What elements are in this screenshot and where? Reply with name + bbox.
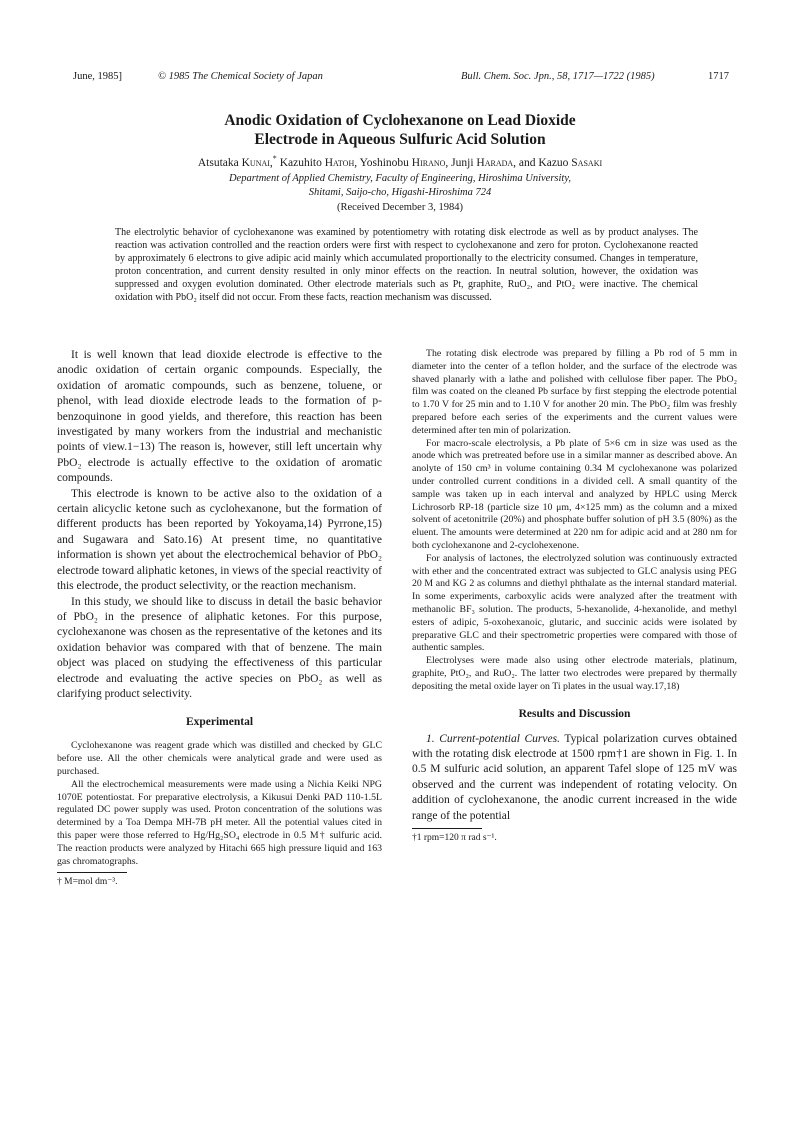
author-first-name: Yoshinobu [359, 157, 409, 169]
author-surname: Sasaki [571, 157, 603, 169]
author-surname: Harada, [476, 157, 517, 169]
footnote-divider [57, 872, 127, 873]
title-line-2: Electrode in Aqueous Sulfuric Acid Solution [254, 131, 546, 148]
footnote-rpm: †1 rpm=120 π rad s⁻¹. [412, 832, 497, 843]
experimental-paragraph-1: Cyclohexanone was reagent grade which was distilled and checked by GLC before use. All the other chemicals were analytical grade and were used as purchased. [57, 740, 382, 777]
title-line-1: Anodic Oxidation of Cyclohexanone on Lead Dioxide [224, 112, 576, 129]
experimental-paragraph-2: All the electrochemical measurements were made using a Nichia Keiki NPG 1070E potentiostat. For preparative electrolysis, a Kikusui Denki PAD 110-1.5L regulated DC power supply was used. Proton concentration of the solutions was determined by a Toa Dempa MH-7B pH meter. All the potential values cited in this paper were those referred to Hg/Hg₂SO₄ electrode in 0.5 M† sulfuric acid. The reaction products were analyzed by Hitachi 665 high pressure liquid and 163 gas chromatographs. [57, 778, 382, 867]
journal-citation: Bull. Chem. Soc. Jpn., 58, 1717—1722 (1985) [461, 71, 655, 82]
corresponding-author-mark: * [272, 154, 277, 164]
methods-paragraph-1: The rotating disk electrode was prepared by filling a Pb rod of 5 mm in diameter into the center of a teflon holder, and the surface of the electrode was shaved planarly with a lathe and polished with cellulose fiber paper. The PbO₂ film was coated on the cleaned Pb surface by first stepping the electrode potential to 1.70 V for 25 min and to 1.10 V for another 20 min. The PbO₂ film was freshly prepared before each series of the experiments and the current values were determined after ten min of polarization. [412, 348, 737, 436]
intro-paragraph-1: It is well known that lead dioxide electrode is effective to the anodic oxidation of certain organic compounds. Especially, the oxidation of aromatic compounds, such as benzene, toluene, or phenol, with lead dioxide electrode leads to the formation of p-benzoquinone in good yields, and therefore, this reaction has been investigated by many workers from the industrial and mechanistic points of view.1−13) The reason is, however, still left uncertain why PbO₂ electrode is actually effective to the oxidation of aromatic compounds. [57, 349, 382, 485]
abstract-text: The electrolytic behavior of cyclohexanone was examined by potentiometry with rotating disk electrode as well as by product analyses. The reaction was activation controlled and the reaction orders were first with respect to cyclohexanone and zero for proton. Cyclohexanone reacted by approximately 6 electrons to give adipic acid mainly which accumulated proportionally to the electricity consumed. Changes in temperature, proton concentration, and current density resulted in only minor effects on the reaction. In neutral solution, however, the oxidation was suppressed and oxygen evolution dominated. Other electrode materials such as Pt, graphite, RuO₂, and PtO₂ were inactive. The chemical oxidation with PbO₂ itself did not occur. From these facts, reaction mechanism was discussed. [115, 227, 698, 303]
affiliation [130, 172, 670, 200]
running-header [0, 71, 793, 87]
right-column [412, 348, 737, 844]
author-first-name: Atsutaka [197, 157, 239, 169]
results-paragraph-text: Typical polarization curves obtained with the rotating disk electrode at 1500 rpm†1 are shown in Fig. 1. In 0.5 M sulfuric acid solution, an apparent Tafel slope of 125 mV was observed and the current was independent of rotating velocity. On addition of cyclohexanone, the anodic current increased in the wide range of the potential [412, 732, 738, 822]
left-column [57, 348, 382, 888]
article-title [120, 111, 680, 149]
affiliation-line-2: Shitami, Saijo-cho, Higashi-Hiroshima 724 [308, 187, 492, 198]
methods-paragraph-2: For macro-scale electrolysis, a Pb plate of 5×6 cm in size was used as the anode which was pretreated before use in a similar manner as described above. An anolyte of 150 cm³ in volume containing 0.34 M cyclohexanone was polarized under controlled current conditions in a divided cell. A small quantity of the sample was taken up in each interval and analyzed by HPLC using Merck Lichrosorb RP-18 (particle size 10 μm, 4×125 mm) as the column and a mixed solvent of acetonitrile (20%) and phosphate buffer solution of pH 3.5 (80%) as the eluent. The amounts were determined at 220 nm for adipic acid and at 280 nm for both cyclohexanone and 2-cyclohexenone. [412, 437, 737, 551]
author-first-name: Kazuhito [279, 157, 322, 169]
methods-paragraph-3: For analysis of lactones, the electrolyzed solution was continuously extracted with ether and the concentrated extract was subjected to GLC analysis using PEG 20 M and KG 2 as columns and diethyl phthalate as the internal standard material. In some experiments, carboxylic acids were analyzed after the treatment with methanolic BF₃ solution. The products, 5-hexanolide, 4-hexanolide, and methyl esters of adipic, 5-oxohexanoic, glutaric, and succinic acids were isolated by preparative GLC and their spectrometric properties were compared with those of authentic samples. [412, 552, 737, 654]
author-first-name: Junji [451, 157, 474, 169]
results-subheading: 1. Current-potential Curves. [426, 732, 560, 745]
author-surname: Kunai, [241, 157, 273, 169]
affiliation-line-1: Department of Applied Chemistry, Faculty of Engineering, Hiroshima University, [228, 173, 572, 184]
received-date: (Received December 3, 1984) [337, 202, 463, 213]
intro-paragraph-2: This electrode is known to be active also to the oxidation of a certain alicyclic ketone such as cyclohexanone, but the formation of different products has been reported by Yokoyama,14) Pyrrone,15) and Sugawara and Sato.16) At present time, no quantitative information is shown yet about the electrochemical behavior of PbO₂ electrode toward aliphatic ketones, in views of the special reactivity of this electrode, the product selectivity, or the reaction mechanism. [57, 487, 382, 593]
experimental-heading: Experimental [185, 716, 254, 729]
footnote-units: † M=mol dm⁻³. [57, 877, 118, 888]
issue-date: June, 1985] [73, 71, 122, 82]
author-first-name: Kazuo [538, 157, 569, 169]
footnote-divider [412, 828, 482, 829]
author-surname: Hatoh, [324, 157, 358, 169]
results-paragraph-1 [412, 732, 737, 824]
results-heading: Results and Discussion [518, 707, 631, 720]
copyright-notice: © 1985 The Chemical Society of Japan [158, 71, 323, 82]
page-number: 1717 [708, 71, 729, 82]
intro-paragraph-3: In this study, we should like to discuss in detail the basic behavior of PbO₂ in the presence of aliphatic ketones. For this purpose, cyclohexanone was chosen as the representative of the ketones and its oxidation behavior was compared with that of benzene. The main object was placed on studying the effectiveness of this particular electrode and evaluating the active species on PbO₂ as well as clarifying product selectivity. [57, 595, 382, 700]
author-list [100, 156, 700, 171]
methods-paragraph-4: Electrolyses were made also using other electrode materials, platinum, graphite, PtO₂, and RuO₂. The latter two electrodes were prepared by thermally depositing the metal oxide layer on Ti plates in the usual way.17,18) [412, 655, 737, 692]
author-surname: Hirano, [411, 157, 449, 169]
author-conjunction: and [518, 157, 536, 169]
